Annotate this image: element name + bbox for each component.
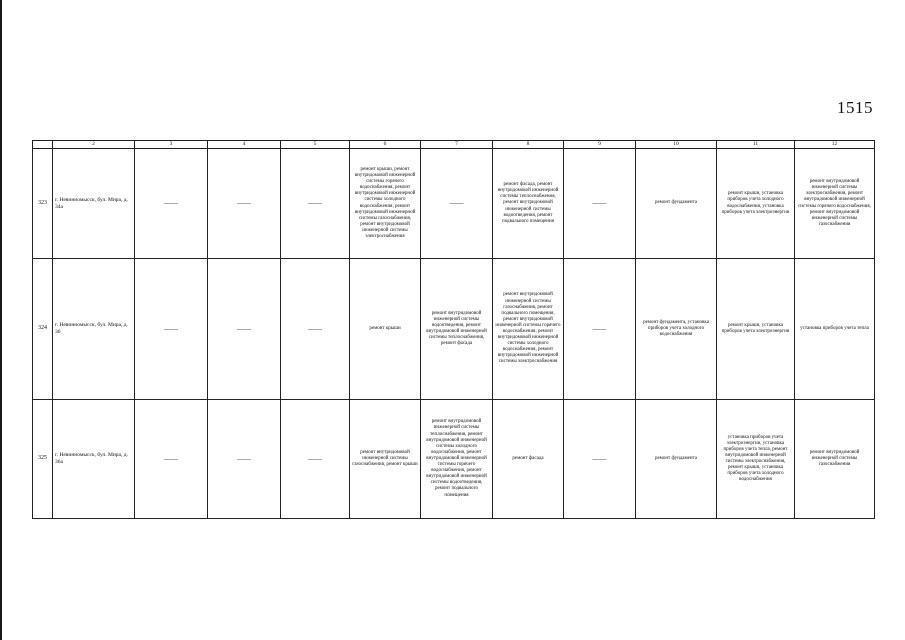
table-row <box>33 259 875 400</box>
row-number: 323 <box>33 149 53 259</box>
header-cell: 8 <box>493 141 564 149</box>
table-cell: ремонт фасада <box>493 400 564 519</box>
header-cell: 11 <box>717 141 795 149</box>
table-cell: —— <box>208 400 281 519</box>
table-cell: ремонт фундамента <box>636 149 717 259</box>
table-cell: ремонт внутридомовой инженерной системы теплоснабжения, ремонт внутридомовой инженерной системы холодного водоснабжения, ремонт внутридомовой инженерной системы горячего водоснабжения, ремонт внутридомовой инженерной системы водоотведения, ремонт подвального помещения <box>421 400 493 519</box>
table-cell: ремонт крыши, ремонт внутридомовой инженерной системы горячего водоснабжения, ремонт внутридомовой инженерной системы холодного водоснабжения, ремонт внутридомовой инженерной системы газоснабжения, ремонт внутридомовой инженерной системы электроснабжения <box>350 149 421 259</box>
row-number: 324 <box>33 259 53 400</box>
page-number: 1515 <box>837 98 873 117</box>
repair-works-table <box>32 140 875 519</box>
header-cell: 3 <box>135 141 208 149</box>
table-cell: —— <box>135 149 208 259</box>
table-header-row <box>33 141 875 149</box>
header-cell: 10 <box>636 141 717 149</box>
header-cell <box>33 141 53 149</box>
table-cell: —— <box>208 149 281 259</box>
row-number: 325 <box>33 400 53 519</box>
table-cell: ремонт крыши <box>350 259 421 400</box>
table-cell: ремонт крыши, установка приборов учета электроэнергии <box>717 259 795 400</box>
header-cell: 7 <box>421 141 493 149</box>
table-cell: —— <box>564 149 636 259</box>
table-cell: —— <box>281 400 350 519</box>
table-row <box>33 149 875 259</box>
table-row <box>33 400 875 519</box>
table-cell: —— <box>421 149 493 259</box>
table-cell: —— <box>135 259 208 400</box>
table-cell: —— <box>281 149 350 259</box>
table-cell: —— <box>564 259 636 400</box>
table-cell: ремонт внутридомовой инженерной системы газоснабжения, ремонт крыши <box>350 400 421 519</box>
header-cell: 9 <box>564 141 636 149</box>
row-address: г. Невинномысск, бул. Мира, д. 34а <box>53 149 135 259</box>
table-cell: установка приборов учета тепла <box>795 259 875 400</box>
table-cell: ремонт внутридомовой инженерной системы электроснабжения, ремонт внутридомовой инженерной системы горячего водоснабжения, ремонт внутридомовой инженерной системы газоснабжения <box>795 149 875 259</box>
table-cell: ремонт фундамента, установка приборов учета холодного водоснабжения <box>636 259 717 400</box>
table-cell: ремонт крыши, установка приборов учета холодного водоснабжения, установка приборов учета электроэнергии <box>717 149 795 259</box>
table-cell: —— <box>281 259 350 400</box>
table-cell: ремонт фундамента <box>636 400 717 519</box>
table-cell: —— <box>564 400 636 519</box>
header-cell: 12 <box>795 141 875 149</box>
row-address: г. Невинномысск, бул. Мира, д. 36 <box>53 259 135 400</box>
header-cell: 5 <box>281 141 350 149</box>
scan-edge-line <box>0 0 2 640</box>
table-cell: ремонт внутридомовой инженерной системы газоснабжения, ремонт подвального помещения, ремонт внутридомовой инженерной системы горячего водоснабжения, ремонт внутридомовой инженерной системы холодного водоснабжения, ремонт внутридомовой инженерной системы электроснабжения <box>493 259 564 400</box>
header-cell: 6 <box>350 141 421 149</box>
table-cell: установка приборов учета электроэнергии, установка приборов учета тепла, ремонт внутридомовой инженерной системы электроснабжения, ремонт крыши, установка приборов учета холодного водоснабжения <box>717 400 795 519</box>
table-cell: —— <box>208 259 281 400</box>
table-cell: ремонт внутридомовой инженерной системы водоотведения, ремонт внутридомовой инженерной системы теплоснабжения, ремонт фасада <box>421 259 493 400</box>
table-cell: ремонт внутридомовой инженерной системы газоснабжения <box>795 400 875 519</box>
header-cell: 4 <box>208 141 281 149</box>
table-cell: —— <box>135 400 208 519</box>
table-cell: ремонт фасада, ремонт внутридомовой инженерной системы теплоснабжения, ремонт внутридомовой инженерной системы водоотведения, ремонт подвального помещения <box>493 149 564 259</box>
row-address: г. Невинномысск, бул. Мира, д. 36а <box>53 400 135 519</box>
header-cell: 2 <box>53 141 135 149</box>
